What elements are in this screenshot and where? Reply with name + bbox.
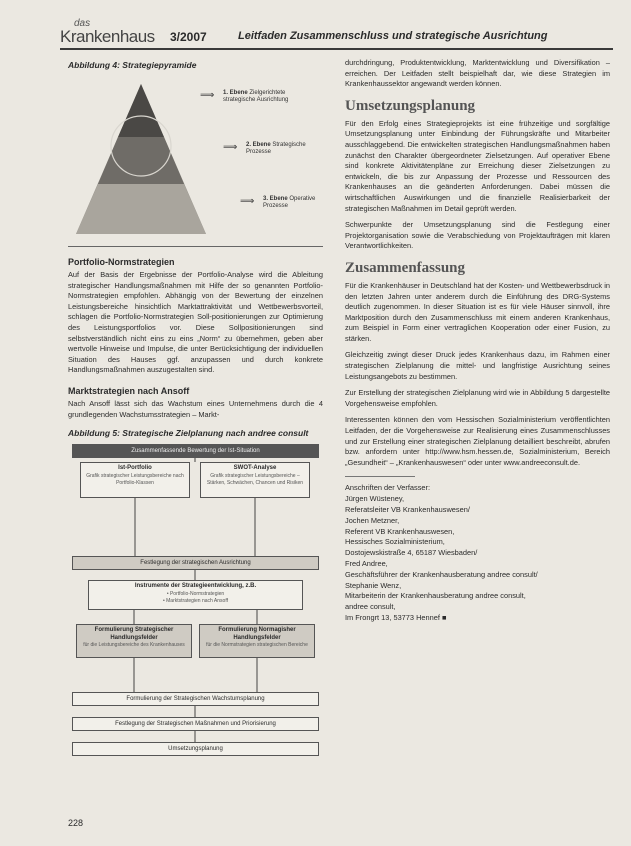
address-line: Stephanie Wenz, — [345, 580, 402, 590]
address-line: Im Frongrt 13, 53773 Hennef ■ — [345, 612, 447, 622]
flow-box-top: Zusammenfassende Bewertung der Ist-Situation — [72, 444, 319, 458]
paragraph-ansoff: Nach Ansoff lässt sich das Wachstum eines Unternehmens durch die 4 grundlegenden Wachstumsstrategien – Markt- — [68, 398, 323, 419]
flow-box-normstrategische-handlungsfelder: Formulierung Normagisher Handlungsfelder für die Normstrategien strategischen Bereiche — [199, 624, 315, 658]
flow-box-instrumente: Instrumente der Strategieentwicklung, z.B. • Portfolio-Normstrategien • Marktstrategien nach Ansoff — [88, 580, 303, 610]
section-heading-ansoff: Marktstrategien nach Ansoff — [68, 385, 190, 396]
strategy-pyramid-figure — [68, 76, 323, 247]
flow-box-wachstumsplanung: Formulierung der Strategischen Wachstumsplanung — [72, 692, 319, 706]
address-line: Dostojewskistraße 4, 65187 Wiesbaden/ — [345, 548, 478, 558]
paragraph-zusammenfassung-3: Zur Erstellung der strategischen Zielplanung wird wie in Abbildung 5 dargestellte Vorgehensweise empfohlen. — [345, 388, 610, 408]
divider — [345, 476, 415, 477]
address-line: Anschriften der Verfasser: — [345, 483, 431, 493]
flow-box-umsetzungsplanung: Umsetzungsplanung — [72, 742, 319, 756]
level1-label: 1. Ebene Zielgerichtete strategische Ausrichtung — [223, 90, 289, 103]
journal-logo: Krankenhaus — [60, 27, 155, 46]
paragraph-umsetzung-1: Für den Erfolg eines Strategieprojekts ist eine frühzeitige und sorgfältige Umsetzungsplanung unter Einbindung der Führungskräfte und Mitarbeiter ausschlaggebend. Die entwickelten strategischen Handlungsmaßnahmen haben zunächst den Charakter übergeordneter Zielsetzungen. Auf operativer Ebene sind konkrete Aktivitätenpläne zur Erreichung dieser Zielsetzungen zu entwickeln, die bis zur Anpassung der Prozesse und Ressourcen des Krankenhauses an die geänderten Anforderungen. Dabei müssen die wirtschaftlichen Auswirkungen und die finanzielle Realisierbarkeit der strategischen Maßnahmen im Detail geprüft werden. — [345, 118, 610, 213]
logo-prefix: das — [74, 18, 91, 29]
section-heading-umsetzungsplanung: Umsetzungsplanung — [345, 97, 476, 114]
paragraph-portfolio: Auf der Basis der Ergebnisse der Portfolio-Analyse wird die Ableitung strategischer Handlungsmaßnahmen mit Hilfe der so genannten Portfolio-Normstrategien empfohlen. Abhängig von der Bewertung der einzelnen Leistungsbereiche hinsichtlich Marktattraktivität und Wettbewerbsvorteil, schlagen die Portfolio-Normstrategien Soll-positionierungen zur Optimierung des Leistungsportfolios vor. Diese Sollpositionierungen sind selbstverständlich nicht eins zu eins „Norm“ zu übernehmen, geben aber wertvolle Hinweise und Impulse, die unter Berücksichtigung der individuellen Situation des Hauses ggf. anzupassen und durch konkrete Handlungsmaßnahmen auszugestalten sind. — [68, 270, 323, 375]
author-addresses — [345, 483, 610, 623]
issue-number: 3/2007 — [170, 30, 207, 44]
arrow-right-icon: ⟹ — [200, 90, 215, 101]
paragraph-intro: durchdringung, Produktentwicklung, Marktentwicklung und Diversifikation – erreichen. Der Leitfaden stellt beispielhaft dar, wie diese Strategien im Krankenhaussektor angewandt werden können. — [345, 58, 610, 89]
arrow-right-icon: ⟹ — [240, 196, 255, 207]
section-heading-zusammenfassung: Zusammenfassung — [345, 259, 466, 276]
pyramid-graphic — [76, 84, 206, 234]
address-line: Referatsleiter VB Krankenhauswesen/ — [345, 505, 470, 514]
paragraph-zusammenfassung-1: Für die Krankenhäuser in Deutschland hat der Kosten- und Wettbewerbsdruck in den letzten Jahren unter anderem durch die Einführung des DRG-Systems deutlich zugenommen. In dieser Situation ist es für viele Häuser sinnvoll, ihre Marktposition durch den Zusammenschluss mit einem anderen Krankenhaus, zum Beispiel in Form einer vertraglichen Kooperation oder einer Fusion, zu stärken. — [345, 280, 610, 343]
section-heading-portfolio: Portfolio-Normstrategien — [68, 257, 175, 267]
right-column — [345, 58, 610, 624]
flow-box-massnahmen: Festlegung der Strategischen Maßnahmen und Priorisierung — [72, 717, 319, 731]
address-line: Jochen Metzner, — [345, 515, 400, 525]
page-number: 228 — [68, 818, 84, 828]
figure5-caption: Abbildung 5: Strategische Zielplanung nach andree consult — [68, 428, 309, 439]
address-line: Referent VB Krankenhauswesen, — [345, 526, 455, 536]
flow-box-strategische-handlungsfelder: Formulierung Strategischer Handlungsfelder für die Leistungsbereiche des Krankenhauses — [76, 624, 192, 658]
strategic-planning-figure — [68, 444, 323, 817]
address-line: Hessisches Sozialministerium, — [345, 537, 445, 547]
header-title: Leitfaden Zusammenschluss und strategische Ausrichtung — [238, 30, 548, 42]
flow-box-swot: SWOT-Analyse Grafik strategischer Leistungsbereiche – Stärken, Schwächen, Chancen und Risiken — [200, 462, 310, 498]
level2-label: 2. Ebene Strategische Prozesse — [246, 142, 306, 155]
address-line: Mitarbeiterin der Krankenhausberatung andree consult, — [345, 591, 526, 601]
flow-connectors — [68, 444, 323, 764]
page-header — [60, 18, 613, 50]
figure4-caption: Abbildung 4: Strategiepyramide — [68, 60, 197, 70]
address-line: andree consult, — [345, 602, 396, 612]
flow-box-ist-portfolio: Ist-Portfolio Grafik strategischer Leistungsbereiche nach Portfolio-Klassen — [80, 462, 190, 498]
arrow-right-icon: ⟹ — [223, 142, 238, 153]
flow-box-ausrichtung: Festlegung der strategischen Ausrichtung — [72, 556, 319, 570]
address-line: Jürgen Wüsteney, — [345, 494, 405, 504]
paragraph-zusammenfassung-4: Interessenten können den vom Hessischen Sozialministerium veröffentlichten Leitfaden, der die Vorgehensweise zur Realisierung eines Zusammenschlusses und zur Erstellung einer strategischen Zielplanung detailliert beschreibt, abrufen bzw. anfordern unter http://www.hsm.hessen.de, Sozialministerium, Bereich „Gesundheit“ – „Krankenhauswesen“ oder unter www.andreeconsult.de. — [345, 415, 610, 467]
left-column — [68, 58, 323, 817]
paragraph-umsetzung-2: Schwerpunkte der Umsetzungsplanung sind die Festlegung einer Projektorganisation sowie die Verabschiedung von Projektaufträgen mit klaren Verantwortlichkeiten. — [345, 220, 610, 251]
address-line: Geschäftsführer der Krankenhausberatung andree consult/ — [345, 569, 538, 579]
level3-label: 3. Ebene Operative Prozesse — [263, 196, 316, 209]
paragraph-zusammenfassung-2: Gleichzeitig zwingt dieser Druck jedes Krankenhaus dazu, im Rahmen einer strategischen Zielplanung die mittel- und langfristige Ausrichtung seines Leistungsangebots zu bestimmen. — [345, 350, 610, 381]
address-line: Fred Andree, — [345, 558, 388, 568]
